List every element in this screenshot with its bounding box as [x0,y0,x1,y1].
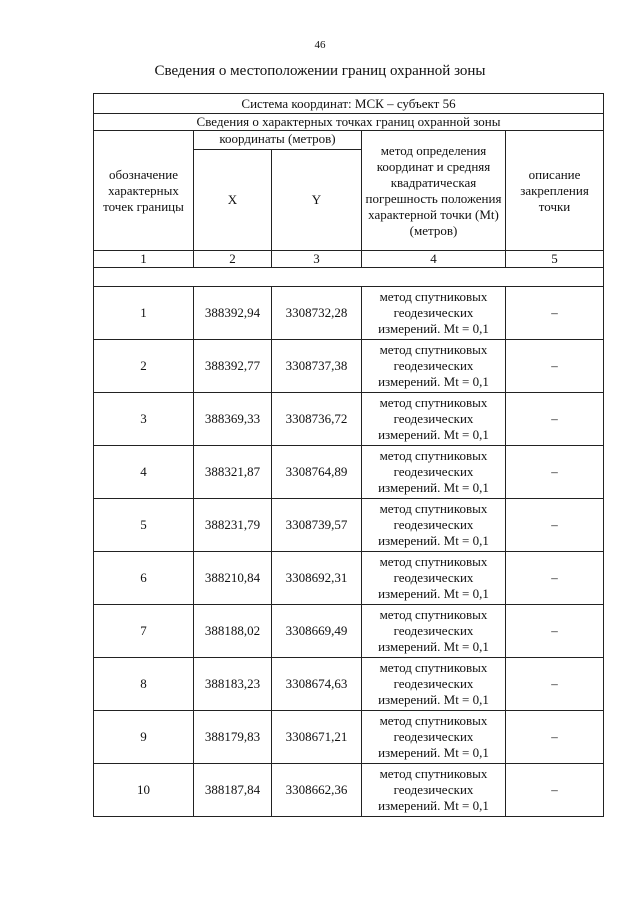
x-coordinate-cell: 388210,84 [194,552,272,605]
table-row [94,446,604,499]
table-row [94,552,604,605]
table-row [94,499,604,552]
x-coordinate-cell: 388369,33 [194,393,272,446]
header-coords: координаты (метров) [194,131,362,150]
col-number: 1 [94,251,194,268]
y-coordinate-cell: 3308764,89 [272,446,362,499]
header-method: метод определения координат и средняя квадратическая погрешность положения характерной точки (Mt) (метров) [362,131,506,251]
system-row [94,94,604,114]
method-cell: метод спутниковых геодезических измерений. Mt = 0,1 [362,764,506,817]
method-cell: метод спутниковых геодезических измерений. Mt = 0,1 [362,499,506,552]
y-coordinate-cell: 3308736,72 [272,393,362,446]
section-row [94,114,604,131]
point-id-cell: 4 [94,446,194,499]
col-number: 5 [506,251,604,268]
point-id-cell: 6 [94,552,194,605]
description-cell: – [506,393,604,446]
x-coordinate-cell: 388188,02 [194,605,272,658]
method-cell: метод спутниковых геодезических измерений. Mt = 0,1 [362,552,506,605]
y-coordinate-cell: 3308669,49 [272,605,362,658]
table-row [94,764,604,817]
method-cell: метод спутниковых геодезических измерений. Mt = 0,1 [362,446,506,499]
x-coordinate-cell: 388392,77 [194,340,272,393]
description-cell: – [506,446,604,499]
method-cell: метод спутниковых геодезических измерений. Mt = 0,1 [362,287,506,340]
description-cell: – [506,658,604,711]
y-coordinate-cell: 3308737,38 [272,340,362,393]
col-number: 4 [362,251,506,268]
y-coordinate-cell: 3308674,63 [272,658,362,711]
table-row [94,287,604,340]
description-cell: – [506,287,604,340]
point-id-cell: 5 [94,499,194,552]
method-cell: метод спутниковых геодезических измерений. Mt = 0,1 [362,711,506,764]
y-coordinate-cell: 3308671,21 [272,711,362,764]
x-coordinate-cell: 388179,83 [194,711,272,764]
x-coordinate-cell: 388321,87 [194,446,272,499]
method-cell: метод спутниковых геодезических измерений. Mt = 0,1 [362,393,506,446]
point-id-cell: 2 [94,340,194,393]
spacer-row [94,268,604,287]
page-number: 46 [314,39,326,51]
table-row [94,393,604,446]
header-desc: описание закрепления точки [506,131,604,251]
y-coordinate-cell: 3308732,28 [272,287,362,340]
point-id-cell: 3 [94,393,194,446]
point-id-cell: 8 [94,658,194,711]
method-cell: метод спутниковых геодезических измерений. Mt = 0,1 [362,340,506,393]
x-coordinate-cell: 388392,94 [194,287,272,340]
y-coordinate-cell: 3308662,36 [272,764,362,817]
table-row [94,340,604,393]
col-number: 3 [272,251,362,268]
description-cell: – [506,711,604,764]
coordinate-system-label: Система координат: МСК – субъект 56 [94,94,604,114]
point-id-cell: 1 [94,287,194,340]
description-cell: – [506,605,604,658]
method-cell: метод спутниковых геодезических измерений. Mt = 0,1 [362,658,506,711]
x-coordinate-cell: 388183,23 [194,658,272,711]
header-x: X [194,150,272,251]
x-coordinate-cell: 388187,84 [194,764,272,817]
column-number-row [94,251,604,268]
coordinates-table [93,93,604,817]
spacer-cell [94,268,604,287]
table-row [94,658,604,711]
x-coordinate-cell: 388231,79 [194,499,272,552]
point-id-cell: 9 [94,711,194,764]
description-cell: – [506,552,604,605]
document-title: Сведения о местоположении границ охранной зоны [154,63,486,79]
point-id-cell: 10 [94,764,194,817]
header-row [94,131,604,150]
y-coordinate-cell: 3308739,57 [272,499,362,552]
header-y: Y [272,150,362,251]
section-label: Сведения о характерных точках границ охранной зоны [94,114,604,131]
col-number: 2 [194,251,272,268]
point-id-cell: 7 [94,605,194,658]
description-cell: – [506,764,604,817]
table-row [94,711,604,764]
table-row [94,605,604,658]
method-cell: метод спутниковых геодезических измерений. Mt = 0,1 [362,605,506,658]
header-point: обозначение характерных точек границы [94,131,194,251]
y-coordinate-cell: 3308692,31 [272,552,362,605]
description-cell: – [506,340,604,393]
description-cell: – [506,499,604,552]
